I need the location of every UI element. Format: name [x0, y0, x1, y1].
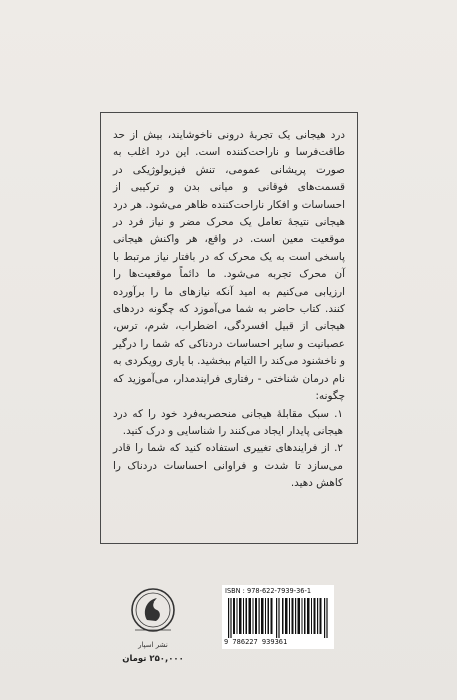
blurb-text	[113, 127, 345, 493]
blurb-frame	[100, 112, 358, 544]
list-item-number: ۱.	[334, 407, 343, 420]
barcode-panel	[222, 585, 334, 649]
publisher-name: نشر اسپار	[138, 641, 168, 649]
publisher-logo-icon	[130, 586, 176, 638]
list-item	[113, 440, 345, 492]
blurb-list	[113, 406, 345, 493]
list-item	[113, 406, 345, 441]
list-item-text: سبک مقابلهٔ هیجانی منحصربه‌فرد خود را که درد هیجانی پایدار ایجاد می‌کنند را شناسایی و درک کنید.	[113, 407, 343, 437]
list-item-text: از فرایندهای تغییری استفاده کنید که شما را قادر می‌سازد تا شدت و فراوانی احساسات دردناک را کاهش دهید.	[113, 442, 343, 490]
list-item-number: ۲.	[334, 442, 343, 455]
isbn-text: ISBN : 978-622-7939-36-1	[225, 587, 312, 595]
blurb-paragraph: درد هیجانی یک تجربهٔ درونی ناخوشایند، بیش از حد طاقت‌فرسا و ناراحت‌کننده است. این درد اغلب به صورت پریشانی عمومی، تنش فیزیولوژیکی در قسمت‌های فوقانی و میانی بدن و ترکیبی از احساسات و افکار ناراحت‌کننده ظاهر می‌شود. هر درد هیجانی نتیجهٔ تعامل یک محرک مضر و نیاز فرد در موقعیت معین است. در واقع، هر واکنش هیجانی پاسخی است به یک محرک که در بافتار نیاز مرتبط با آن محرک تجربه می‌شود. ما دائماً موقعیت‌ها را ارزیابی می‌کنیم به امید آنکه نیازهای ما را برآورده کنند. کتاب حاضر به شما می‌آموزد که چگونه دردهای هیجانی از قبیل افسردگی، اضطراب، شرم، ترس، عصبانیت و سایر احساسات دردناکی که شما را درگیر و ناخشنود می‌کند را التیام ببخشید. با یاری رویکردی به نام درمان شناختی - رفتاری فرایندمدار، می‌آموزید که چگونه:	[113, 129, 345, 403]
barcode-icon	[228, 598, 328, 638]
barcode-digits: 9 786227 939361	[224, 638, 288, 646]
price-label: ۲۵۰,۰۰۰ تومان	[122, 654, 184, 664]
